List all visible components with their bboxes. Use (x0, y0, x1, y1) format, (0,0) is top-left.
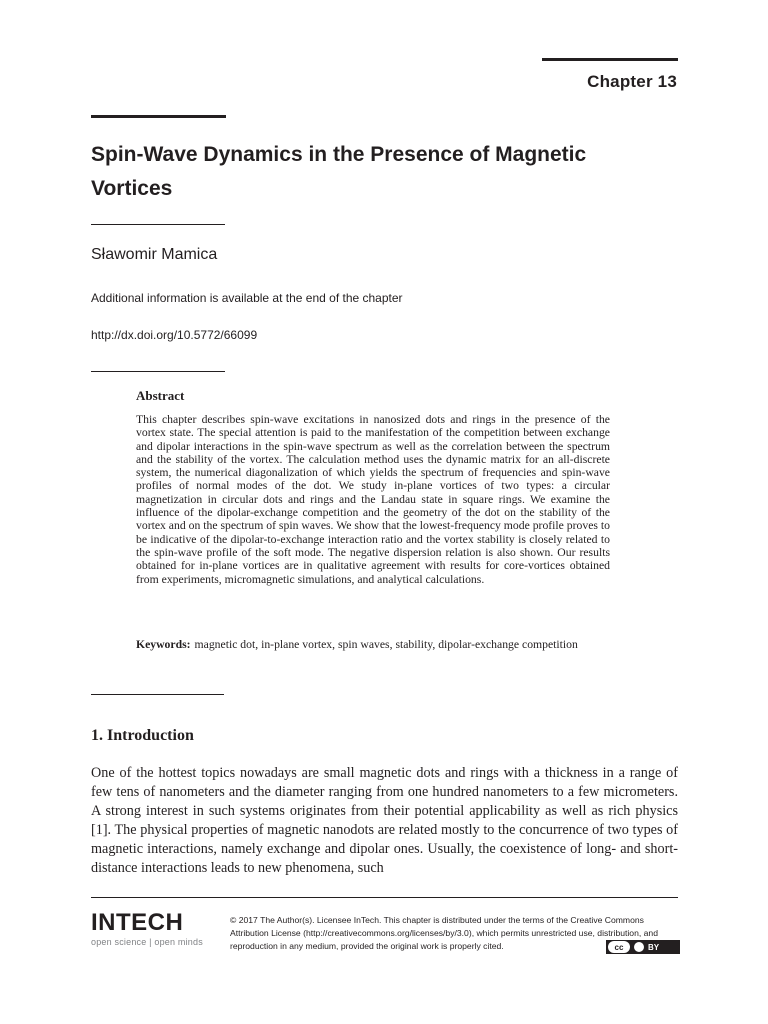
by-label: BY (648, 942, 660, 952)
cc-by-badge[interactable] (606, 940, 680, 954)
footer-rule (91, 897, 678, 898)
keywords-text: magnetic dot, in-plane vortex, spin waves, stability, dipolar-exchange competition (194, 638, 578, 651)
keywords-label: Keywords: (136, 638, 191, 651)
chapter-title: Spin-Wave Dynamics in the Presence of Magnetic Vortices (91, 143, 587, 200)
abstract-heading: Abstract (136, 388, 185, 403)
title-top-rule (91, 115, 226, 118)
keywords (136, 638, 610, 651)
abstract-body: This chapter describes spin-wave excitations in nanosized dots and rings in the presence of the vortex state. The special attention is paid to the manifestation of the competition between exchange and dipolar interactions in the spin-wave spectrum as well as the correlation between the spectrum and the stability of the vortex. The calculation method uses the dynamic matrix for an all-discrete system, the numerical diagonalization of which yields the spectrum of frequencies and spin-wave profiles of normal modes of the dot. We study in-plane vortices of two types: a circular magnetization in circular dots and rings and the Landau state in square rings. We examine the influence of the dipolar-exchange competition and the geometry of the dot on the stability of the vortex and on the spectrum of spin waves. We show that the lowest-frequency mode profile proves to be indicative of the dipolar-to-exchange interaction ratio and the vortex stability is closely related to the spin-wave profile of the soft mode. The negative dispersion relation is also shown. Our results obtained for in-plane vortices are in qualitative agreement with results for core-vortices obtained from experiments, micromagnetic simulations, and analytical calculations. (136, 413, 610, 586)
doi-link[interactable]: http://dx.doi.org/10.5772/66099 (91, 328, 258, 342)
title-bottom-rule (91, 224, 225, 225)
person-icon (634, 942, 644, 952)
section-heading-introduction: 1. Introduction (91, 727, 194, 744)
logo-word: INTECH (91, 909, 184, 936)
cc-icon: cc (608, 941, 630, 953)
chapter-top-rule (542, 58, 678, 61)
additional-info: Additional information is available at the end of the chapter (91, 291, 403, 305)
abstract-bottom-rule (91, 694, 224, 695)
author-name: Sławomir Mamica (91, 246, 218, 263)
logo-tagline: open science | open minds (91, 937, 203, 947)
license-text: © 2017 The Author(s). Licensee InTech. This chapter is distributed under the terms of the Creative Commons Attribution License (http://creativecommons.org/licenses/by/3.0), which permits unrestricted use, distribution, and reproduction in any medium, provided the original work is properly cited. (230, 915, 658, 952)
introduction-body: One of the hottest topics nowadays are small magnetic dots and rings with a thickness in a range of few tens of nanometers and the diameter ranging from one hundred nanometers to a few micrometers. A strong interest in such systems originates from their potential applicability as well as rich physics [1]. The physical properties of magnetic nanodots are related mostly to the concurrence of two types of magnetic interactions, namely exchange and dipolar ones. Usually, the coexistence of long- and short-distance interactions leads to new phenomena, such (91, 765, 678, 876)
chapter-label: Chapter 13 (587, 72, 677, 91)
abstract-top-rule (91, 371, 225, 372)
intech-logo[interactable] (91, 910, 203, 947)
